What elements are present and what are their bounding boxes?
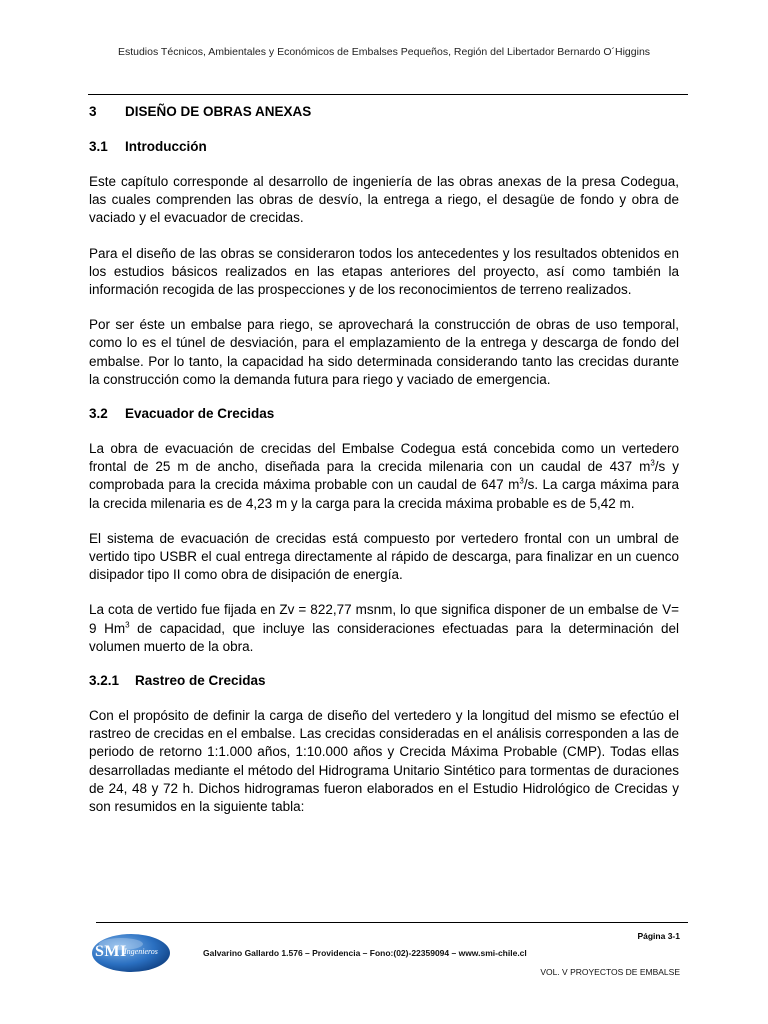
- paragraph: Con el propósito de definir la carga de diseño del vertedero y la longitud del mismo se efectúo el rastreo de crecidas en el embalse. Las crecidas consideradas en el análisis corresponden a las de periodo de retorno 1:1.000 años, 1:10.000 años y Crecida Máxima Probable (CMP). Todas ellas desarrolladas mediante el método del Hidrograma Unitario Sintético para tormentas de duraciones de 24, 48 y 72 h. Dichos hidrogramas fueron elaborados en el Estudio Hidrológico de Crecidas y son resumidos en la siguiente tabla:: [89, 708, 679, 815]
- paragraph: Para el diseño de las obras se consideraron todos los antecedentes y los resultados obtenidos en los estudios básicos realizados en las etapas anteriores del proyecto, así como también la información recogida de las prospecciones y de los reconocimientos de terreno realizados.: [89, 245, 679, 298]
- text-run: La cota de vertido fue fijada en Zv = 822,77 msnm, lo que significa disponer de un embalse de V= 9 Hm: [89, 602, 679, 636]
- text-run: de capacidad, que incluye las consideraciones efectuadas para la determinación del volumen muerto de la obra.: [89, 620, 679, 654]
- document-body: [89, 104, 679, 833]
- superscript: 3: [519, 476, 524, 486]
- text-run: /s y comprobada para la crecida máxima probable con un caudal de 647 m: [89, 459, 679, 493]
- paragraph: Por ser éste un embalse para riego, se aprovechará la construcción de obras de uso temporal, como lo es el túnel de desviación, para el emplazamiento de la entrega y descarga de fondo del embalse. Por lo tanto, la capacidad ha sido determinada considerando tanto las crecidas durante la construcción como la demanda futura para riego y vaciado de emergencia.: [89, 317, 679, 387]
- section-3-1-heading: [89, 139, 679, 154]
- paragraph: [89, 601, 679, 656]
- section-title: DISEÑO DE OBRAS ANEXAS: [125, 104, 312, 119]
- paragraph: [89, 440, 679, 513]
- section-title: Evacuador de Crecidas: [125, 406, 275, 422]
- smi-logo: [91, 933, 171, 973]
- text-run: /s. La carga máxima para la crecida milenaria es de 4,23 m y la carga para la crecida máxima probable es de 5,42 m.: [89, 477, 679, 511]
- footer-volume: VOL. V PROYECTOS DE EMBALSE: [540, 967, 680, 977]
- section-number: 3.1: [89, 139, 108, 154]
- footer-rule: [96, 922, 688, 923]
- header-rule: [88, 94, 688, 95]
- superscript: 3: [650, 458, 655, 468]
- section-number: 3: [89, 104, 97, 119]
- section-title: Rastreo de Crecidas: [135, 673, 266, 689]
- section-title: Introducción: [125, 139, 207, 154]
- paragraph: Este capítulo corresponde al desarrollo de ingeniería de las obras anexas de la presa Codegua, las cuales comprenden las obras de desvío, la entrega a riego, el desagüe de fondo y obra de vaciado y el evacuador de crecidas.: [89, 174, 679, 226]
- section-number: 3.2: [89, 406, 108, 422]
- section-3-heading: [89, 104, 679, 119]
- logo-subtext: Ingenieros: [124, 947, 158, 956]
- section-3-2-heading: [89, 406, 679, 421]
- footer-address: Galvarino Gallardo 1.576 – Providencia – Fono:(02)-22359094 – www.smi-chile.cl: [203, 948, 527, 958]
- logo-text: SMI: [95, 943, 127, 960]
- text-run: La obra de evacuación de crecidas del Embalse Codegua está concebida como un vertedero frontal de 25 m de ancho, diseñada para la crecida milenaria con un caudal de 437 m: [89, 441, 679, 475]
- superscript: 3: [125, 620, 130, 630]
- section-number: 3.2.1: [89, 673, 120, 689]
- page-number: Página 3-1: [637, 931, 680, 941]
- section-3-2-1-heading: [89, 673, 679, 688]
- paragraph: El sistema de evacuación de crecidas está compuesto por vertedero frontal con un umbral de vertido tipo USBR el cual entrega directamente al rápido de descarga, para finalizar en un cuenco disipador tipo II como obra de disipación de energía.: [89, 530, 679, 583]
- running-header: Estudios Técnicos, Ambientales y Económicos de Embalses Pequeños, Región del Libertador Bernardo O´Higgins: [117, 46, 651, 58]
